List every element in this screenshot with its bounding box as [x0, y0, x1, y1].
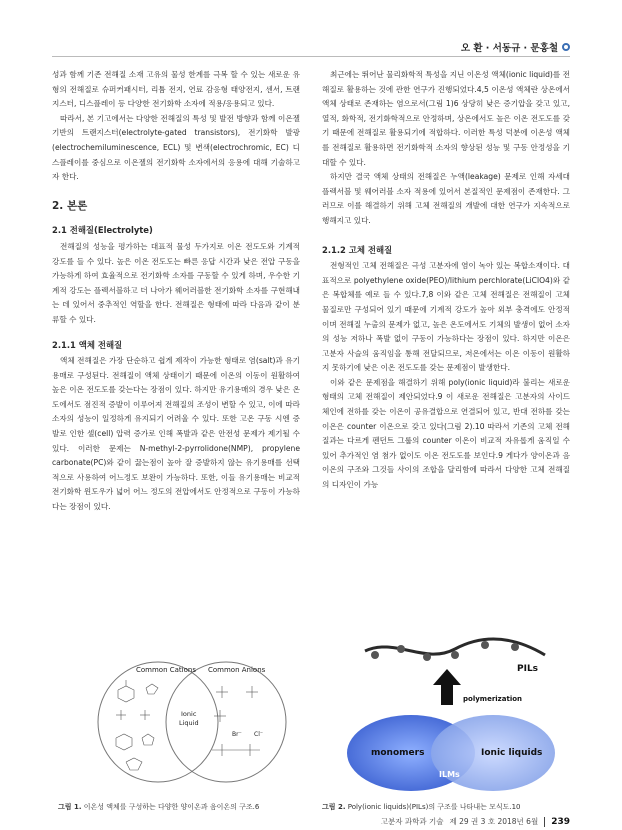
- figure-2-caption: [322, 802, 521, 812]
- page-footer: [381, 816, 570, 827]
- figure-1-ionic-liquid-diagram: [96, 640, 288, 800]
- left-paragraph-4: 액체 전해질은 가장 단순하고 쉽게 제작이 가능한 형태로 염(salt)과 유기용매로 구성된다. 전해질이 액체 상태이기 때문에 이온의 이동이 원활하여 높은 이온 전도도를 갖는다는 장점이 있다. 하지만 유기용매의 경우 낮은 온도에서도 점진적 증발이 이루어져 전해질의 조성이 변할 수 있고, 이에 따라 소자의 성능이 일정하게 유지되기 어려울 수 있다. 또한 고온 구동 시엔 증발로 인한 셀(cell) 압력 증가로 인해 폭발과 같은 안전성 문제가 제기될 수 있다. 이러한 문제는 N-methyl-2-pyrrolidone(NMP), propylene carbonate(PC)와 같이 끓는점이 높아 잘 증발하지 않는 유기용매를 선택적으로 사용하여 어느정도 보완이 가능하다. 또한, 이들 유기용매는 비교적 전기화학 윈도우가 넓어 어느 정도의 전압에서도 안정적으로 구동이 가능하다는 장점이 있다.: [52, 356, 300, 512]
- figure-2-pils-diagram: [345, 625, 557, 795]
- subsection-heading-2-1-2: 2.1.2 고체 전해질: [322, 244, 393, 255]
- subsection-heading-2-1-1: 2.1.1 액체 전해질: [52, 339, 123, 350]
- header-authors: 오 환 · 서동규 · 문홍철: [460, 43, 558, 54]
- header-rule: [52, 56, 570, 57]
- ionic-liquid-label-2: Liquid: [179, 719, 199, 727]
- bromide-label: Br⁻: [232, 731, 242, 738]
- figure-2-caption-label: 그림 2.: [322, 803, 346, 811]
- right-paragraph-3: 전형적인 고체 전해질은 극성 고분자에 염이 녹아 있는 복합소재이다. 대표적으로 polyethylene oxide(PEO)/lithium perchlorate(LiClO4)와 같은 복합체를 예로 들 수 있다.7,8 이와 같은 고체 전해질은 전해질이 고체 물질로만 구성되어 있기 때문에 기계적 강도가 높아 외부 충격에도 안정적이며 전해질 누출의 문제가 없고, 높은 온도에서도 기체의 발생이 없어 소자의 성능 저하나 폭발 없이 구동이 가능하다는 장점이 있다. 하지만 이온은 고분자 사슬의 움직임을 통해 전달되므로, 저온에서는 이온 이동이 원활하지 못하기에 낮은 이온 전도도를 갖는 문제점이 발생한다.: [322, 261, 570, 373]
- issue-info: 제 29 권 3 호 2018년 6월: [449, 817, 539, 826]
- ionic-liquid-label-1: Ionic: [181, 710, 197, 718]
- right-paragraph-2: 하지만 결국 액체 상태의 전해질은 누액(leakage) 문제로 인해 자세대 플렉서블 및 웨어러블 소자 적용에 있어서 본질적인 문제점이 존재한다. 그러므로 이를 해결하기 위해 고체 전해질의 개발에 대한 연구가 지속적으로 행해지고 있다.: [322, 172, 570, 225]
- right-paragraph-4: 이와 같은 문제점을 해결하기 위해 poly(ionic liquid)라 불리는 새로운 형태의 고체 전해질이 제안되었다.9 이 새로운 전해질은 고분자의 사이드 체인에 전하를 갖는 이온이 공유결합으로 연결되어 있고, 반대 전하를 갖는 이온은 counter 이온으로 갖고 있다(그림 2).10 따라서 기존의 고체 전해질과는 다르게 펜던트 그룹의 counter 이온이 비교적 자유롭게 움직일 수 있어 추가적인 염 첨가 없이도 이온 전도도를 보인다.9 게다가 양이온과 음이온의 구조와 그것들 사이의 조합을 달리함에 따라서 다양한 고체 전해질의 디자인이 가능: [322, 377, 570, 490]
- circle-bullet-icon: [562, 43, 570, 51]
- chloride-label: Cl⁻: [254, 731, 264, 738]
- left-paragraph-3: 전해질의 성능을 평가하는 대표적 물성 두가지로 이온 전도도와 기계적 강도를 들 수 있다. 높은 이온 전도도는 빠른 응답 시간과 낮은 전압 구동을 가능하게 하여 효율적으로 전기화학 소자를 구동할 수 있게 하며, 우수한 기계적 강도는 플렉서블하고 더 나아가 웨어러블한 전기화학 소자를 구현해내는 데 있어서 중추적인 역할을 한다. 전해질은 형태에 따라 다음과 같이 분류할 수 있다.: [52, 241, 300, 324]
- anion-structures: [212, 686, 260, 756]
- footer-divider: [544, 817, 545, 827]
- arrow-shaft: [441, 683, 453, 705]
- ionic-liquids-label: Ionic liquids: [481, 748, 543, 758]
- figure-1-caption-text: 이온성 액체를 구성하는 다양한 양이온과 음이온의 구조.6: [83, 803, 260, 811]
- cation-structures: [116, 680, 158, 770]
- monomers-label: monomers: [371, 748, 425, 758]
- pendant-groups: [371, 641, 519, 661]
- pils-label: PILs: [517, 664, 539, 674]
- page-number: 239: [551, 816, 570, 827]
- figure-2-caption-text: Poly(ionic liquids)(PILs)의 구조를 나타내는 모식도.10: [347, 803, 521, 811]
- up-arrow-icon: [433, 669, 461, 685]
- polymerization-label: polymerization: [463, 695, 523, 703]
- ilms-label: ILMs: [439, 770, 460, 779]
- common-cations-label: Common Cations: [136, 666, 196, 674]
- common-anions-label: Common Anions: [208, 666, 266, 674]
- left-paragraph-1: 성과 함께 기존 전해질 소재 고유의 물성 한계를 극복 할 수 있는 새로운 유형의 전해질로 슈퍼커패시터, 리튬 전지, 연료 감응형 태양전지, 센서, 트랜지스터, 디스플레이 등 다양한 전기화학 소자에 적용/응용되고 있다.: [52, 70, 300, 109]
- running-header: [461, 40, 570, 54]
- figure-1-caption: [58, 802, 259, 812]
- left-column: [52, 68, 300, 515]
- section-heading: 2. 본론: [52, 199, 88, 212]
- journal-name: 고분자 과학과 기술: [380, 817, 444, 826]
- subsection-heading-2-1: 2.1 전해질(Electrolyte): [52, 225, 153, 236]
- right-paragraph-1: 최근에는 뛰어난 물리화학적 특성을 지닌 이온성 액체(ionic liquid)를 전해질로 활용하는 것에 관한 연구가 진행되었다.4,5 이온성 액체란 상온에서 액체 상태로 존재하는 염으로서(그림 1)6 상당히 낮은 증기압을 갖고 있고, 열적, 화학적, 전기화학적으로 안정하며, 상온에서도 높은 이온 전도도를 갖기 때문에 전해질로 활용되기에 적합하다. 이러한 특성 덕분에 이온성 액체를 전해질로 활용하면 전기화학적 소자의 향상된 성능 및 구동 안정성을 기대할 수 있다.: [322, 70, 570, 167]
- right-column: [322, 68, 570, 493]
- left-paragraph-2: 따라서, 본 기고에서는 다양한 전해질의 특성 및 발전 방향과 함께 이온젤 기반의 트랜지스터(electrolyte-gated transistors), 전기화학 발광(electrochemiluminescence, ECL) 및 변색(electrochromic, EC) 디스플레이를 중심으로 이온젤의 전기화학 소자에서의 응용에 대해 기술하고자 한다.: [52, 113, 300, 182]
- figure-1-caption-label: 그림 1.: [58, 803, 82, 811]
